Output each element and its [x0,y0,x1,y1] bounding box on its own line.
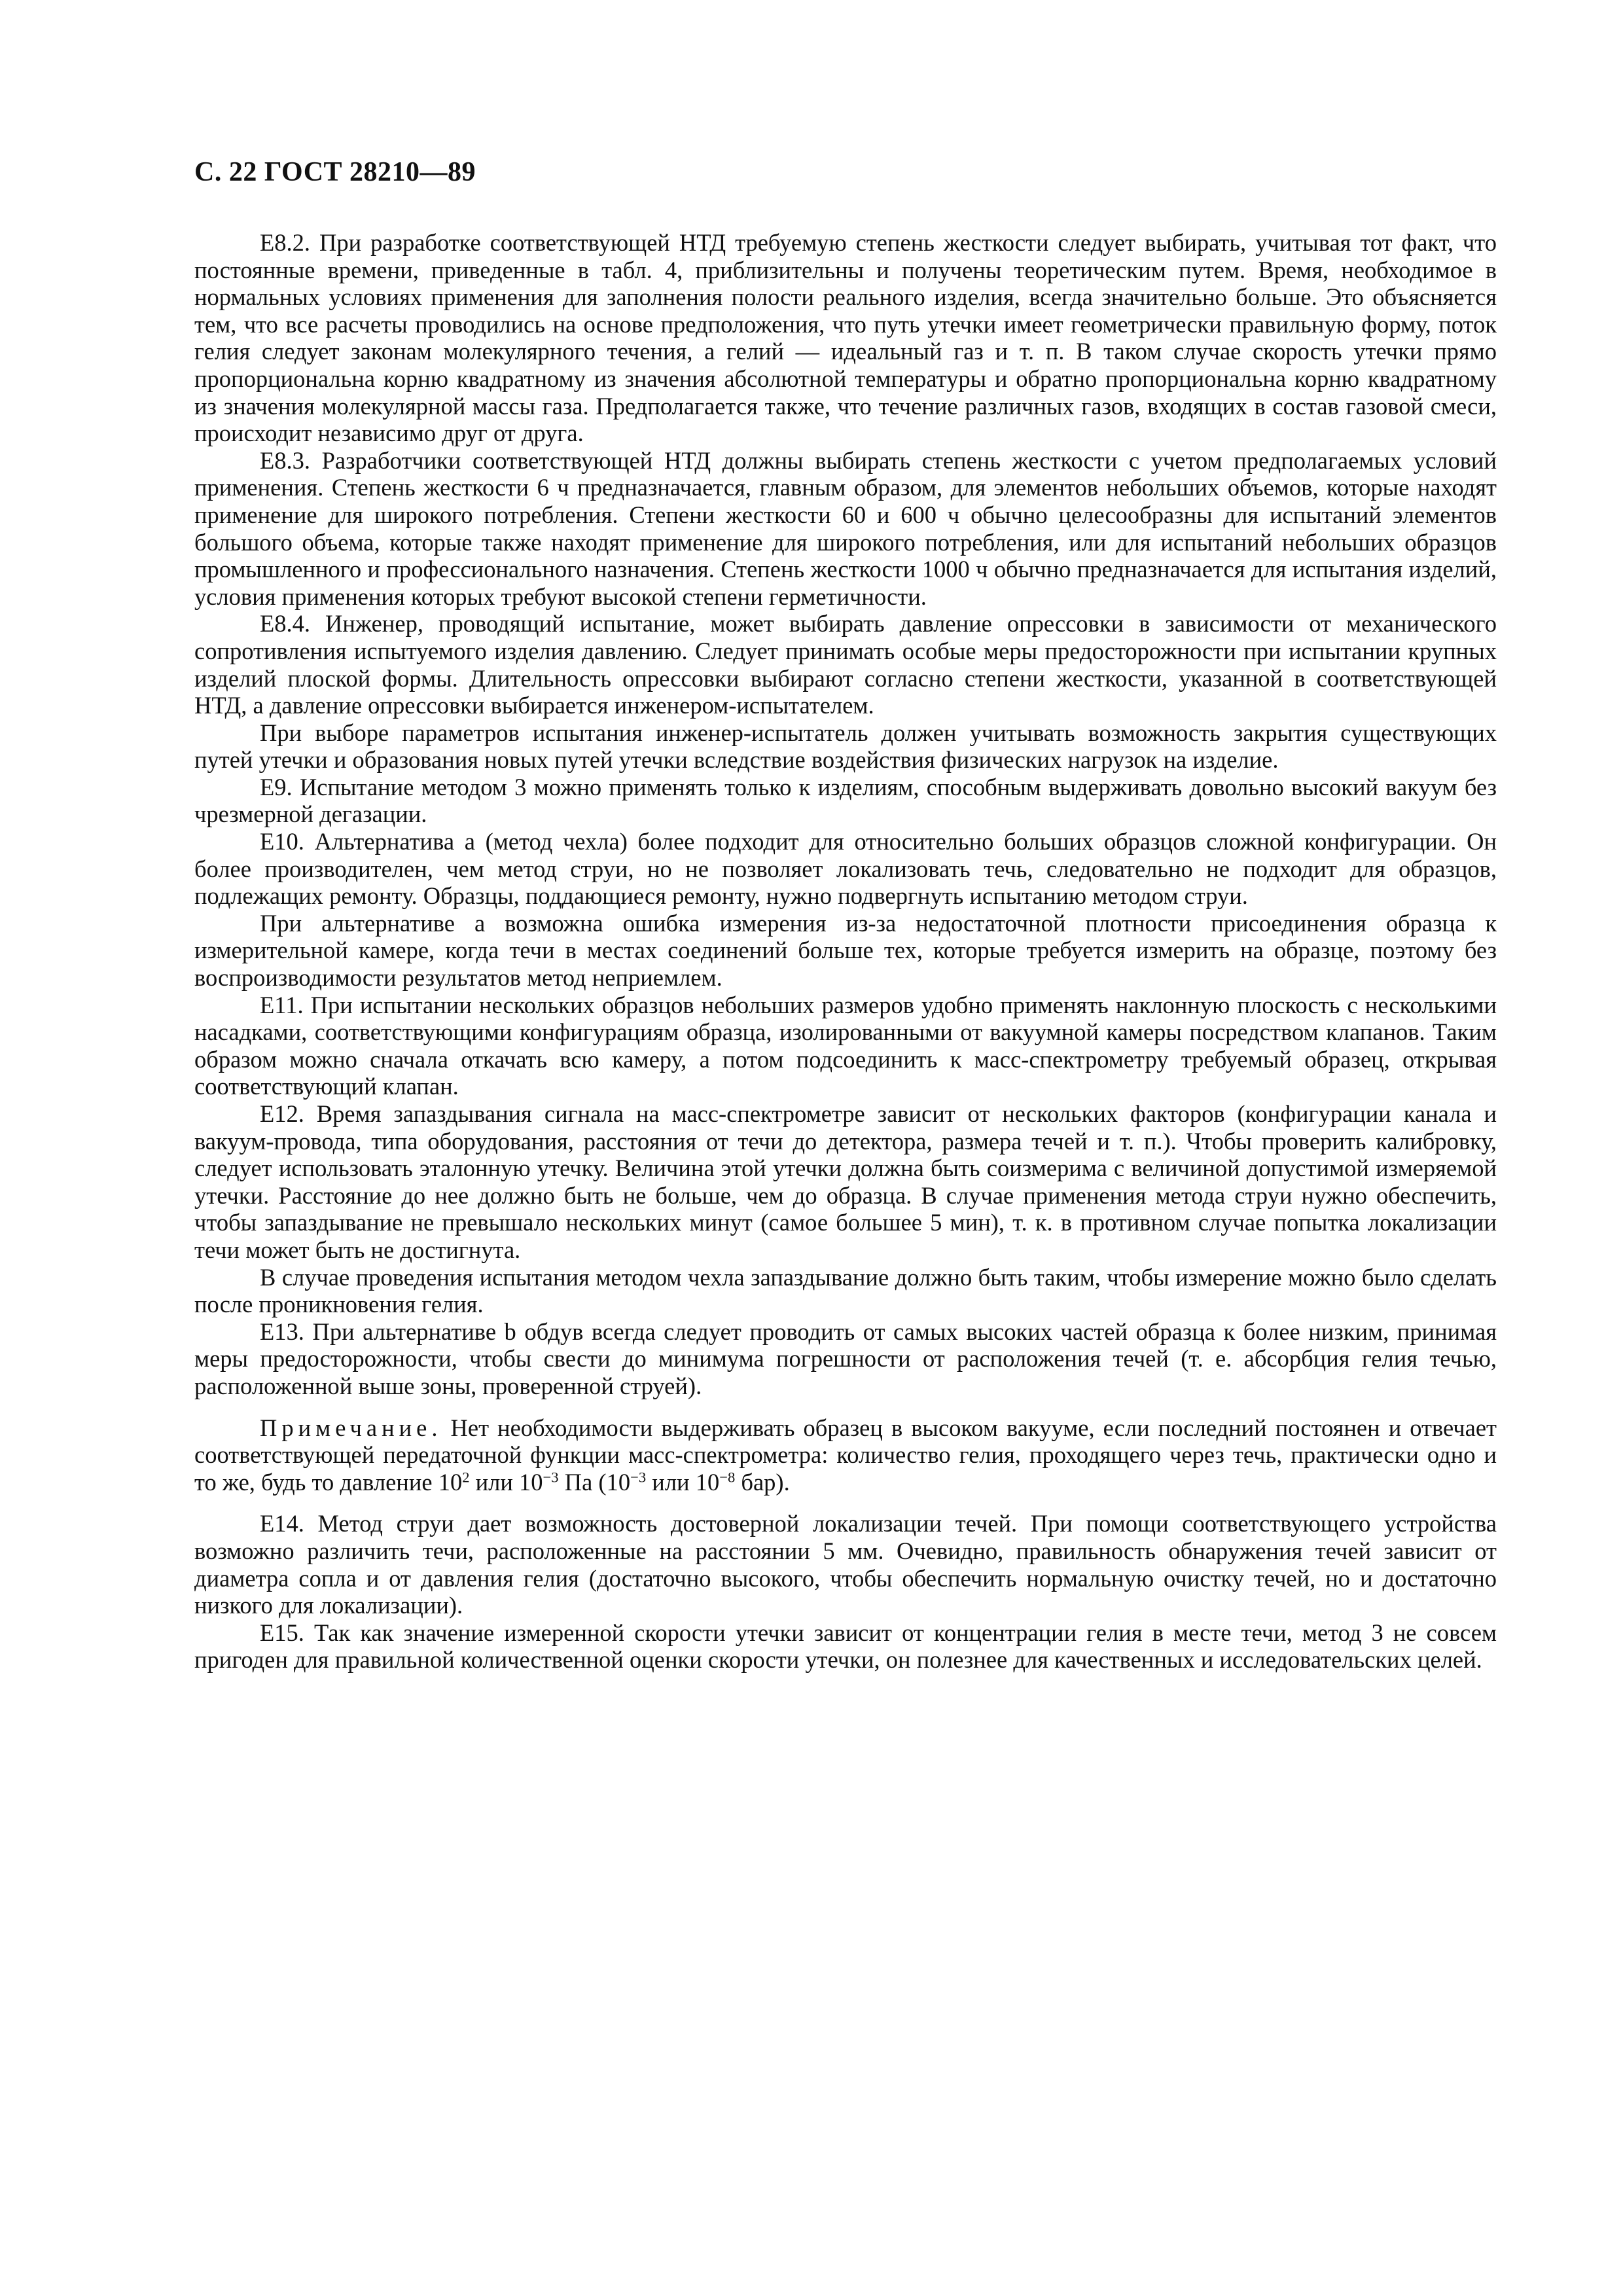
paragraph-e11: Е11. При испытании нескольких образцов небольших размеров удобно применять наклонную плоскость с несколькими насадками, соответствующими конфигурациям образца, изолированными от вакуумной камеры посредством клапанов. Таким образом можно сначала откачать всю камеру, а потом подсоединить к масс-спектрометру требуемый образец, открывая соответствующий клапан. [194,991,1497,1100]
paragraph-e12: Е12. Время запаздывания сигнала на масс-спектрометре зависит от нескольких факторов (конфигурации канала и вакуум-провода, типа оборудования, расстояния от течи до детектора, размера течей и т. п.). Чтобы проверить калибровку, следует использовать эталонную утечку. Величина этой утечки должна быть соизмерима с величиной допустимой измеряемой утечки. Расстояние до нее должно быть не больше, чем до образца. В случае применения метода струи нужно обеспечить, чтобы запаздывание не превышало нескольких минут (самое большее 5 мин), т. к. в противном случае попытка локализации течи может быть не достигнута. [194,1100,1497,1263]
note-pressure-exp-4: −8 [719,1469,736,1486]
paragraph-e10: Е10. Альтернатива а (метод чехла) более подходит для относительно больших образцов сложной конфигурации. Он более производителен, чем метод струи, но не позволяет локализовать течь, следовательно не подходит для образцов, подлежащих ремонту. Образцы, поддающиеся ремонту, нужно подвергнуть испытанию методом струи. [194,828,1497,910]
paragraph-e13: Е13. При альтернативе b обдув всегда следует проводить от самых высоких частей образца к более низким, принимая меры предосторожности, чтобы свести до минимума погрешности от расположения течей (т. е. абсорбция гелия течью, расположенной выше зоны, проверенной струей). [194,1318,1497,1399]
note-pa-unit: Па ( [558,1468,607,1496]
note-label: Примечание. [260,1414,442,1441]
note-pressure-base-1: 10 [438,1468,463,1496]
paragraph-e8-4: Е8.4. Инженер, проводящий испытание, может выбирать давление опрессовки в зависимости от механического сопротивления испытуемого изделия давлению. Следует принимать особые меры предосторожности при испытании крупных изделий плоской формы. Длительность опрессовки выбирают согласно степени жесткости, указанной в соответствующей НТД, а давление опрессовки выбирается инженером-испытателем. [194,610,1497,719]
note-or-1: или [469,1468,520,1496]
paragraph-e8-3: Е8.3. Разработчики соответствующей НТД должны выбирать степень жесткости с учетом предполагаемых условий применения. Степень жесткости 6 ч предназначается, главным образом, для элементов небольших объемов, которые находят применение для широкого потребления. Степени жесткости 60 и 600 ч обычно целесообразны для испытаний элементов большого объема, которые также находят применение для широкого потребления, или для испытаний небольших образцов промышленного и профессионального назначения. Степень жесткости 1000 ч обычно предназначается для испытания изделий, условия применения которых требуют высокой степени герметичности. [194,446,1497,610]
paragraph-e12-continued: В случае проведения испытания методом чехла запаздывание должно быть таким, чтобы измерение можно было сделать после проникновения гелия. [194,1263,1497,1318]
note-bar-unit: бар). [735,1468,790,1496]
note-pressure-exp-1: 2 [462,1469,470,1486]
note-text: Нет необходимости выдерживать образец в высоком вакууме, если последний постоянен и отвечает соответствующей передаточной функции масс-спектрометра: количество гелия, проходящего через течь, практически одно и то же, будь то давление [194,1414,1497,1496]
note-pressure-base-4: 10 [695,1468,720,1496]
note-or-2: или [646,1468,696,1496]
note-pressure-base-2: 10 [519,1468,543,1496]
paragraph-e15: Е15. Так как значение измеренной скорости утечки зависит от концентрации гелия в месте течи, метод 3 не совсем пригоден для правильной количественной оценки скорости утечки, он полезнее для качественных и исследовательских целей. [194,1619,1497,1674]
paragraph-e9: Е9. Испытание методом 3 можно применять только к изделиям, способным выдерживать довольно высокий вакуум без чрезмерной дегазации. [194,773,1497,828]
document-body [194,229,1497,1674]
note-pressure-exp-2: −3 [543,1469,559,1486]
page-header: С. 22 ГОСТ 28210—89 [194,157,476,187]
paragraph-e10-continued: При альтернативе а возможна ошибка измерения из-за недостаточной плотности присоединения образца к измерительной камере, когда течи в местах соединений больше тех, которые требуется измерить на образце, поэтому без воспроизводимости результатов метод неприемлем. [194,909,1497,992]
note-pressure-exp-3: −3 [630,1469,647,1486]
note-pressure-base-3: 10 [606,1468,631,1496]
paragraph-e14: Е14. Метод струи дает возможность достоверной локализации течей. При помощи соответствующего устройства возможно различить течи, расположенные на расстоянии 5 мм. Очевидно, правильность обнаружения течей зависит от диаметра сопла и от давления гелия (достаточно высокого, чтобы обеспечить нормальную очистку течей, но и достаточно низкого для локализации). [194,1510,1497,1619]
paragraph-e8-2: Е8.2. При разработке соответствующей НТД требуемую степень жесткости следует выбирать, учитывая тот факт, что постоянные времени, приведенные в табл. 4, приблизительны и получены теоретическим путем. Время, необходимое в нормальных условиях применения для заполнения полости реального изделия, всегда значительно больше. Это объясняется тем, что все расчеты проводились на основе предположения, что путь утечки имеет геометрически правильную форму, поток гелия следует законам молекулярного течения, а гелий — идеальный газ и т. п. В таком случае скорость утечки прямо пропорциональна корню квадратному из значения абсолютной температуры и обратно пропорциональна корню квадратному из значения молекулярной массы газа. Предполагается также, что течение различных газов, входящих в состав газовой смеси, происходит независимо друг от друга. [194,229,1497,447]
paragraph-e8-4-continued: При выборе параметров испытания инженер-испытатель должен учитывать возможность закрытия существующих путей утечки и образования новых путей утечки вследствие воздействия физических нагрузок на изделие. [194,719,1497,774]
note-paragraph [194,1414,1497,1496]
